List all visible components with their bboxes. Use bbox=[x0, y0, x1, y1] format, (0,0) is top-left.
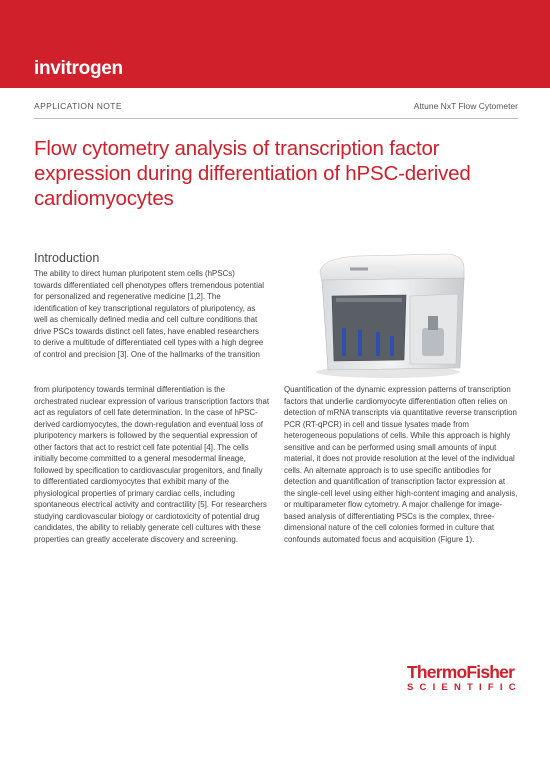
intro-paragraph-right: Quantification of the dynamic expression patterns of transcription factors that underlie cardiomyocyte differentiation often relies on detection of mRNA transcripts via quantitative reverse transcription PCR (RT-qPCR) in cell and tissue lysates made from heterogeneous populations of cells. While this approach is highly sensitive and can be performed using small amounts of input material, it does not provide resolution at the level of the individual cells. An alternate approach is to use specific antibodies for detection and quantification of transcription factor expression at the single-cell level using either high-content imaging and analysis, or multiparameter flow cytometry. A major challenge for image-based analysis of differentiating PSCs is the complex, three-dimensional nature of the cell colonies formed in culture that confounds automated focus and acquisition (Figure 1). bbox=[284, 385, 518, 544]
header-divider bbox=[34, 118, 518, 119]
intro-paragraph-left: from pluripotency towards terminal differentiation is the orchestrated nuclear expression of various transcription factors that act as regulators of cell fate determination. In the case of hPSC-derived cardiomyocytes, the down-regulation and eventual loss of pluripotency markers is followed by the sequential expression of other factors that act to restrict cell fate potential [4]. The cells initially become committed to a general mesodermal lineage, followed by specification to cardiovascular progenitors, and finally to differentiated cardiomyocytes that exhibit many of the physiological properties of primary cardiac cells, including spontaneous electrical activity and contractility [5]. For researchers studying cardiovascular biology or cardiotoxicity of potential drug candidates, the ability to reliably generate cell cultures with these properties can greatly accelerate discovery and screening. bbox=[34, 385, 270, 544]
thermofisher-logo-line2: SCIENTIFIC bbox=[407, 682, 522, 693]
thermofisher-logo bbox=[407, 662, 522, 694]
thermofisher-logo-line1: ThermoFisher bbox=[407, 662, 515, 682]
flow-cytometer-image bbox=[298, 240, 468, 380]
document-type: APPLICATION NOTE bbox=[34, 101, 122, 111]
page-title: Flow cytometry analysis of transcription factor expression during differentiation of hPSC-derived cardiomyocytes bbox=[34, 137, 471, 210]
intro-paragraph-top: The ability to direct human pluripotent stem cells (hPSCs) towards differentiated cell phenotypes offers tremendous potential for personalized and regenerative medicine [1,2]. The identification of key transcriptional regulators of pluripotency, as well as chemically defined media and cell culture conditions that drive PSCs towards distinct cell fates, have enabled researchers to derive a multitude of differentiated cell types with a high degree of control and precision [3]. One of the hallmarks of the transition bbox=[34, 269, 264, 359]
section-heading-introduction: Introduction bbox=[34, 251, 100, 265]
product-name: Attune NxT Flow Cytometer bbox=[413, 101, 518, 111]
brand-banner bbox=[0, 0, 550, 88]
invitrogen-logo: invitrogen bbox=[34, 58, 123, 79]
